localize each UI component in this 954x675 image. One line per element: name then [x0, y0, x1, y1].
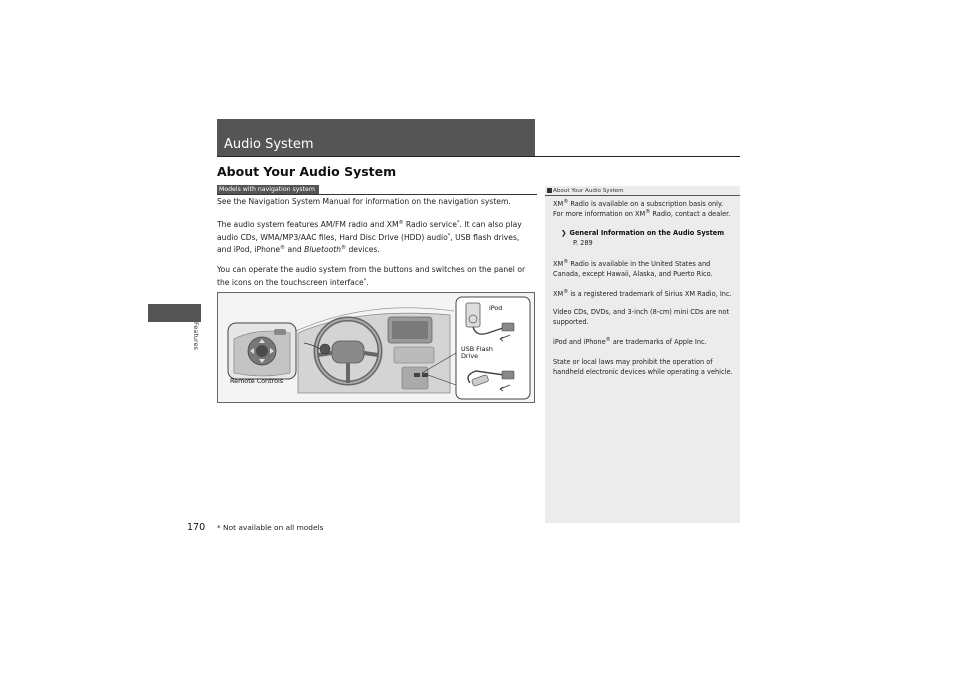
page-number: 170 — [187, 522, 206, 533]
sidebar-note-availability: XM® Radio is available in the United States and Canada, except Hawaii, Alaska, and Puerto Rico. — [553, 259, 713, 278]
sidebar-title: About Your Audio System — [545, 186, 740, 196]
sidebar-note-subscription: XM® Radio is available on a subscription basis only. For more information on XM® Radio, contact a dealer. — [553, 199, 731, 218]
section-title-bar — [217, 119, 535, 156]
header-divider — [217, 156, 740, 157]
tag-divider — [217, 194, 537, 195]
dashboard-illustration — [217, 292, 535, 403]
chapter-label: Features — [192, 322, 200, 350]
dashboard-drawing — [218, 293, 534, 402]
model-applicability-tag: Models with navigation system — [217, 185, 319, 195]
sidebar-note-local-laws: State or local laws may prohibit the operation of handheld electronic devices while operating a vehicle. — [553, 358, 733, 376]
page-heading: About Your Audio System — [217, 164, 397, 179]
features-paragraph: The audio system features AM/FM radio and XM® Radio service*. It can also play audio CDs, WMA/MP3/AAC files, Hard Disc Drive (HDD) audio*, USB flash drives, and iPod, iPhone® and Bluetooth® devices. — [217, 220, 522, 254]
notes-sidebar — [545, 186, 740, 523]
sidebar-note-apple-trademark: iPod and iPhone® are trademarks of Apple Inc. — [553, 337, 707, 346]
cross-reference-link[interactable]: ❯ General Information on the Audio System — [561, 229, 725, 237]
sidebar-note-cd-support: Video CDs, DVDs, and 3-inch (8-cm) mini CDs are not supported. — [553, 308, 730, 326]
remote-controls-label: Remote Controls — [230, 377, 284, 385]
chapter-tab — [148, 304, 201, 322]
reference-arrow-icon: ❯ — [561, 229, 567, 237]
ipod-label: iPod — [489, 304, 503, 312]
footnote: * Not available on all models — [217, 523, 324, 532]
operation-paragraph: You can operate the audio system from the buttons and switches on the panel or the icons on the touchscreen interface*. — [217, 265, 526, 287]
sidebar-note-xm-trademark: XM® is a registered trademark of Sirius XM Radio, Inc. — [553, 289, 732, 298]
usb-label-line1: USB Flash — [461, 345, 493, 353]
note-icon — [547, 188, 552, 193]
cross-reference-page[interactable]: P. 289 — [573, 239, 593, 247]
nav-manual-paragraph: See the Navigation System Manual for information on the navigation system. — [217, 197, 511, 206]
section-title: Audio System — [224, 137, 314, 152]
usb-label-line2: Drive — [461, 352, 479, 360]
